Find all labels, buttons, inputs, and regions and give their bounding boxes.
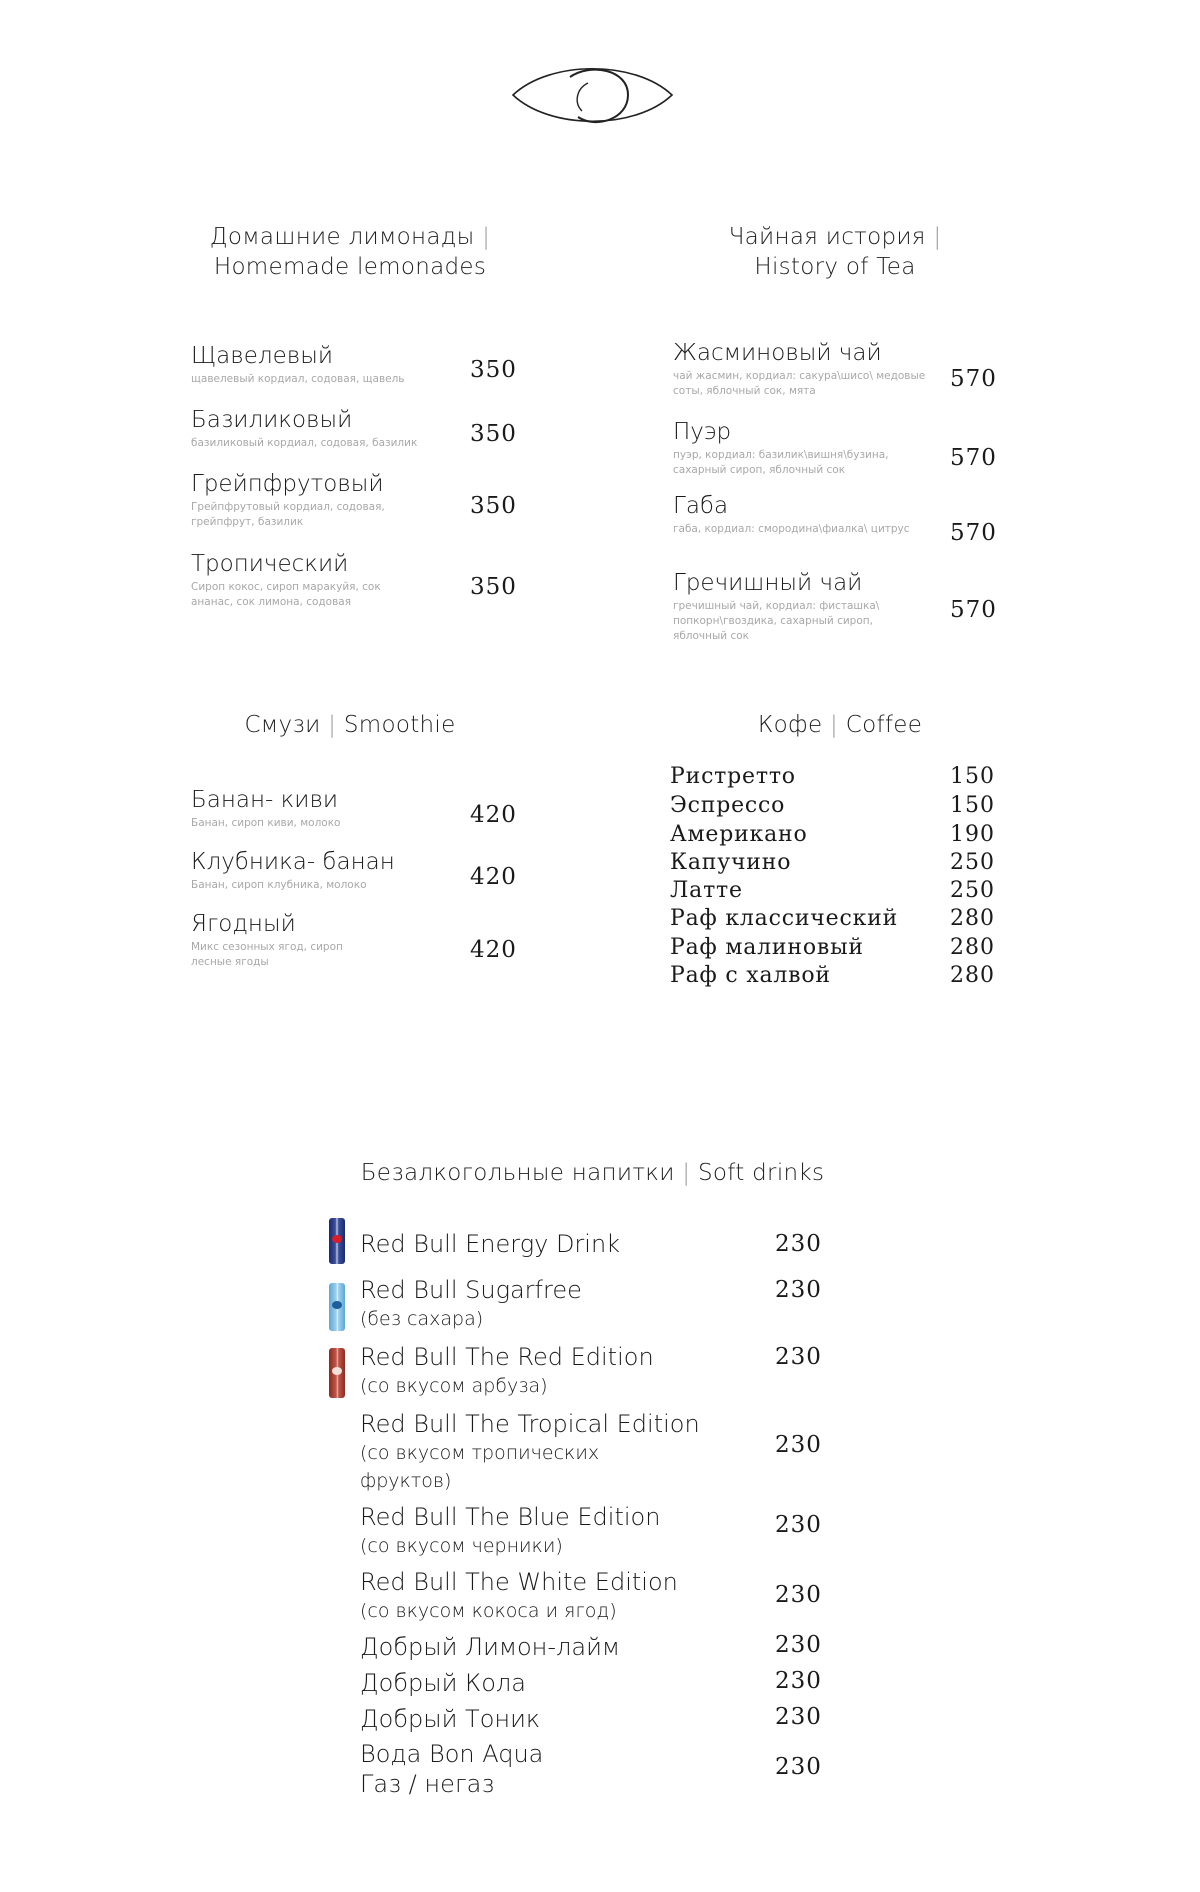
list-item bbox=[360, 1502, 660, 1560]
coffee-name: Эспрессо bbox=[670, 793, 786, 818]
list-item bbox=[191, 786, 451, 831]
item-name: Банан- киви bbox=[191, 787, 339, 813]
item-price: 570 bbox=[950, 520, 997, 546]
lemonades-section-title bbox=[170, 222, 530, 282]
list-item bbox=[191, 406, 466, 451]
coffee-price: 250 bbox=[950, 850, 995, 875]
item-name: Тропический bbox=[191, 551, 349, 577]
coffee-price: 150 bbox=[950, 793, 995, 818]
list-item bbox=[191, 342, 466, 387]
item-description: пуэр, кордиал: базилик\вишня\бузина, сахарный сироп, яблочный сок bbox=[673, 449, 889, 476]
drink-price: 230 bbox=[775, 1512, 822, 1538]
tea-title-ru: Чайная история bbox=[728, 224, 926, 250]
item-description: Банан, сироп киви, молоко bbox=[191, 817, 341, 829]
tea-title-en: History of Tea bbox=[754, 254, 916, 280]
item-name: Щавелевый bbox=[191, 343, 333, 369]
drink-price: 230 bbox=[775, 1754, 822, 1780]
coffee-title-ru: Кофе bbox=[757, 712, 823, 738]
drink-price: 230 bbox=[775, 1344, 822, 1370]
item-name: Ягодный bbox=[191, 911, 296, 937]
coffee-name: Раф классический bbox=[670, 906, 899, 931]
red-bull-can-icon bbox=[329, 1218, 345, 1264]
coffee-name: Капучино bbox=[670, 850, 792, 875]
drink-name: Red Bull The White Edition bbox=[360, 1568, 678, 1596]
drink-name: Red Bull Energy Drink bbox=[360, 1230, 621, 1258]
drink-name: Red Bull The Tropical Edition bbox=[360, 1410, 700, 1438]
coffee-price: 190 bbox=[950, 822, 995, 847]
drink-name: Добрый Кола bbox=[360, 1669, 526, 1697]
drink-note: (со вкусом тропических фруктов) bbox=[360, 1442, 600, 1492]
item-description: базиликовый кордиал, содовая, базилик bbox=[191, 437, 418, 449]
item-name: Жасминовый чай bbox=[673, 340, 882, 366]
coffee-name: Раф малиновый bbox=[670, 935, 864, 960]
item-name: Клубника- банан bbox=[191, 849, 395, 875]
drink-price: 230 bbox=[775, 1277, 822, 1303]
drink-note: (со вкусом кокоса и ягод) bbox=[360, 1600, 617, 1622]
drink-note: Газ / негаз bbox=[360, 1770, 495, 1798]
tea-section-title bbox=[670, 222, 1000, 282]
drink-name: Red Bull Sugarfree bbox=[360, 1276, 582, 1304]
list-item bbox=[191, 848, 451, 893]
coffee-row bbox=[670, 906, 995, 934]
soft-drinks-title-en: Soft drinks bbox=[697, 1160, 825, 1186]
list-item bbox=[360, 1275, 582, 1333]
item-name: Грейпфрутовый bbox=[191, 471, 384, 497]
drink-name: Добрый Лимон-лайм bbox=[360, 1633, 620, 1661]
coffee-row bbox=[670, 822, 995, 850]
list-item bbox=[673, 418, 938, 478]
item-price: 350 bbox=[470, 357, 517, 383]
drink-name: Добрый Тоник bbox=[360, 1705, 541, 1733]
coffee-price: 280 bbox=[950, 906, 995, 931]
coffee-price: 250 bbox=[950, 878, 995, 903]
list-item bbox=[360, 1409, 700, 1495]
drink-price: 230 bbox=[775, 1632, 822, 1658]
eye-logo-icon bbox=[510, 55, 675, 135]
red-bull-sugarfree-can-icon bbox=[329, 1283, 345, 1331]
title-separator: | bbox=[328, 712, 337, 738]
list-item bbox=[191, 550, 416, 610]
item-name: Габа bbox=[673, 493, 729, 519]
coffee-title-en: Coffee bbox=[845, 712, 923, 738]
item-price: 350 bbox=[470, 421, 517, 447]
drink-note: (со вкусом арбуза) bbox=[360, 1375, 548, 1397]
coffee-price: 280 bbox=[950, 963, 995, 988]
red-bull-red-edition-can-icon bbox=[329, 1348, 345, 1398]
list-item bbox=[673, 492, 918, 537]
list-item bbox=[360, 1229, 620, 1259]
item-price: 420 bbox=[470, 937, 517, 963]
smoothie-title-ru: Смузи bbox=[244, 712, 321, 738]
coffee-row bbox=[670, 793, 995, 821]
drink-price: 230 bbox=[775, 1582, 822, 1608]
item-description: Банан, сироп клубника, молоко bbox=[191, 879, 367, 891]
soft-drinks-title-ru: Безалкогольные напитки bbox=[360, 1160, 675, 1186]
drink-note: (со вкусом черники) bbox=[360, 1535, 563, 1557]
item-name: Пуэр bbox=[673, 419, 732, 445]
list-item bbox=[191, 470, 441, 530]
list-item bbox=[360, 1342, 654, 1400]
coffee-name: Американо bbox=[670, 822, 808, 847]
item-price: 420 bbox=[470, 864, 517, 890]
drink-name: Red Bull The Red Edition bbox=[360, 1343, 654, 1371]
item-description: чай жасмин, кордиал: сакура\шисо\ медовые соты, яблочный сок, мята bbox=[673, 370, 926, 397]
list-item bbox=[360, 1739, 543, 1799]
coffee-name: Ристретто bbox=[670, 764, 796, 789]
coffee-price: 150 bbox=[950, 764, 995, 789]
item-description: Грейпфрутовый кордиал, содовая, грейпфрут, базилик bbox=[191, 501, 385, 528]
coffee-price: 280 bbox=[950, 935, 995, 960]
item-description: Микс сезонных ягод, сироп лесные ягоды bbox=[191, 941, 343, 968]
title-separator: | bbox=[682, 1160, 691, 1186]
list-item bbox=[673, 569, 928, 644]
list-item bbox=[360, 1668, 526, 1698]
drink-price: 230 bbox=[775, 1432, 822, 1458]
item-price: 350 bbox=[470, 493, 517, 519]
item-name: Гречишный чай bbox=[673, 570, 863, 596]
drink-name: Red Bull The Blue Edition bbox=[360, 1503, 661, 1531]
item-price: 570 bbox=[950, 366, 997, 392]
title-separator: | bbox=[830, 712, 839, 738]
coffee-row bbox=[670, 764, 995, 792]
item-price: 570 bbox=[950, 445, 997, 471]
coffee-name: Латте bbox=[670, 878, 743, 903]
drink-price: 230 bbox=[775, 1704, 822, 1730]
item-name: Базиликовый bbox=[191, 407, 353, 433]
item-price: 350 bbox=[470, 574, 517, 600]
coffee-row bbox=[670, 878, 995, 906]
list-item bbox=[360, 1704, 540, 1734]
list-item bbox=[360, 1632, 620, 1662]
lemonades-title-ru: Домашние лимонады bbox=[209, 224, 475, 250]
lemonades-title-en: Homemade lemonades bbox=[213, 254, 487, 280]
smoothie-title-en: Smoothie bbox=[343, 712, 456, 738]
item-description: Сироп кокос, сироп маракуйя, сок ананас, сок лимона, содовая bbox=[191, 581, 381, 608]
drink-price: 230 bbox=[775, 1668, 822, 1694]
item-price: 420 bbox=[470, 802, 517, 828]
coffee-section-title bbox=[680, 710, 1000, 740]
title-separator: | bbox=[933, 224, 942, 250]
drink-price: 230 bbox=[775, 1231, 822, 1257]
list-item bbox=[191, 910, 346, 970]
coffee-row bbox=[670, 850, 995, 878]
item-description: гречишный чай, кордиал: фисташка\ попкорн\гвоздика, сахарный сироп, яблочный сок bbox=[673, 600, 880, 642]
smoothie-section-title bbox=[200, 710, 500, 740]
item-description: щавелевый кордиал, содовая, щавель bbox=[191, 373, 405, 385]
soft-drinks-section-title bbox=[330, 1158, 855, 1188]
list-item bbox=[673, 339, 938, 399]
drink-name: Вода Bon Aqua bbox=[360, 1740, 544, 1768]
list-item bbox=[360, 1567, 678, 1625]
coffee-row bbox=[670, 935, 995, 963]
title-separator: | bbox=[482, 224, 491, 250]
item-description: габа, кордиал: смородина\фиалка\ цитрус bbox=[673, 523, 910, 535]
coffee-row bbox=[670, 963, 995, 991]
item-price: 570 bbox=[950, 597, 997, 623]
drink-note: (без сахара) bbox=[360, 1308, 484, 1330]
coffee-name: Раф с халвой bbox=[670, 963, 831, 988]
